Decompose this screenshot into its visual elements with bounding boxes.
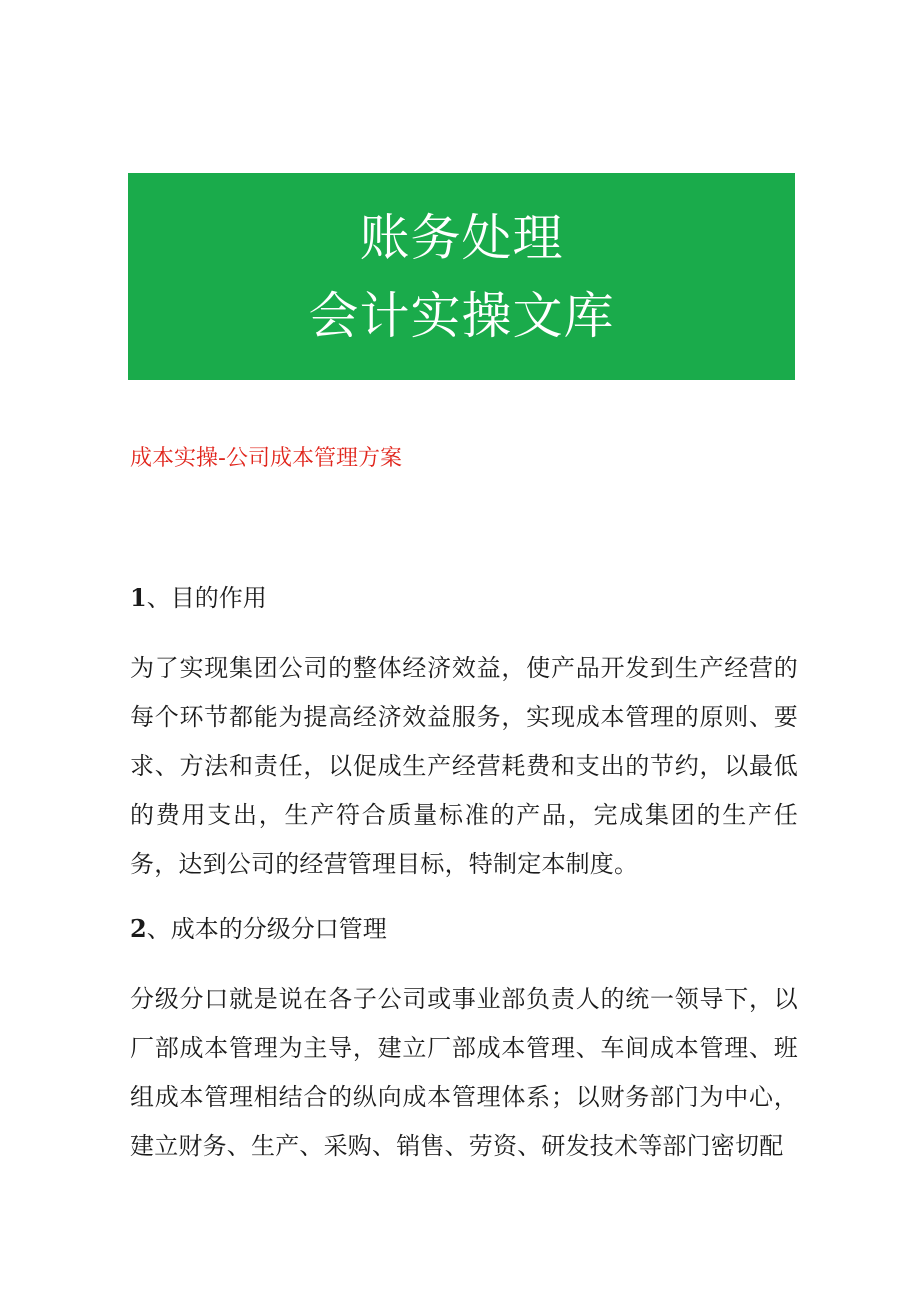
header-banner: [128, 173, 795, 380]
section-title: 、目的作用: [146, 584, 267, 612]
section-heading-2: [130, 909, 798, 949]
section-paragraph-1: 为了实现集团公司的整体经济效益，使产品开发到生产经营的每个环节都能为提高经济效益服务，实现成本管理的原则、要求、方法和责任，以促成生产经营耗费和支出的节约，以最低的费用支出，生产符合质量标准的产品，完成集团的生产任务，达到公司的经营管理目标，特制定本制度。: [130, 654, 798, 878]
section-paragraph-2: 分级分口就是说在各子公司或事业部负责人的统一领导下，以厂部成本管理为主导，建立厂部成本管理、车间成本管理、班组成本管理相结合的纵向成本管理体系；以财务部门为中心，建立财务、生产、采购、销售、劳资、研发技术等部门密切配: [130, 985, 798, 1160]
banner-title-line2: 会计实操文库: [308, 286, 615, 345]
section-number: 2: [130, 914, 147, 943]
document-title: 成本实操-公司成本管理方案: [130, 446, 402, 471]
section-number: 1: [130, 583, 147, 612]
section-heading-1: [130, 578, 798, 618]
section-title: 、成本的分级分口管理: [146, 915, 387, 943]
document-body: [130, 578, 798, 1191]
banner-title-line1: 账务处理: [359, 208, 564, 267]
